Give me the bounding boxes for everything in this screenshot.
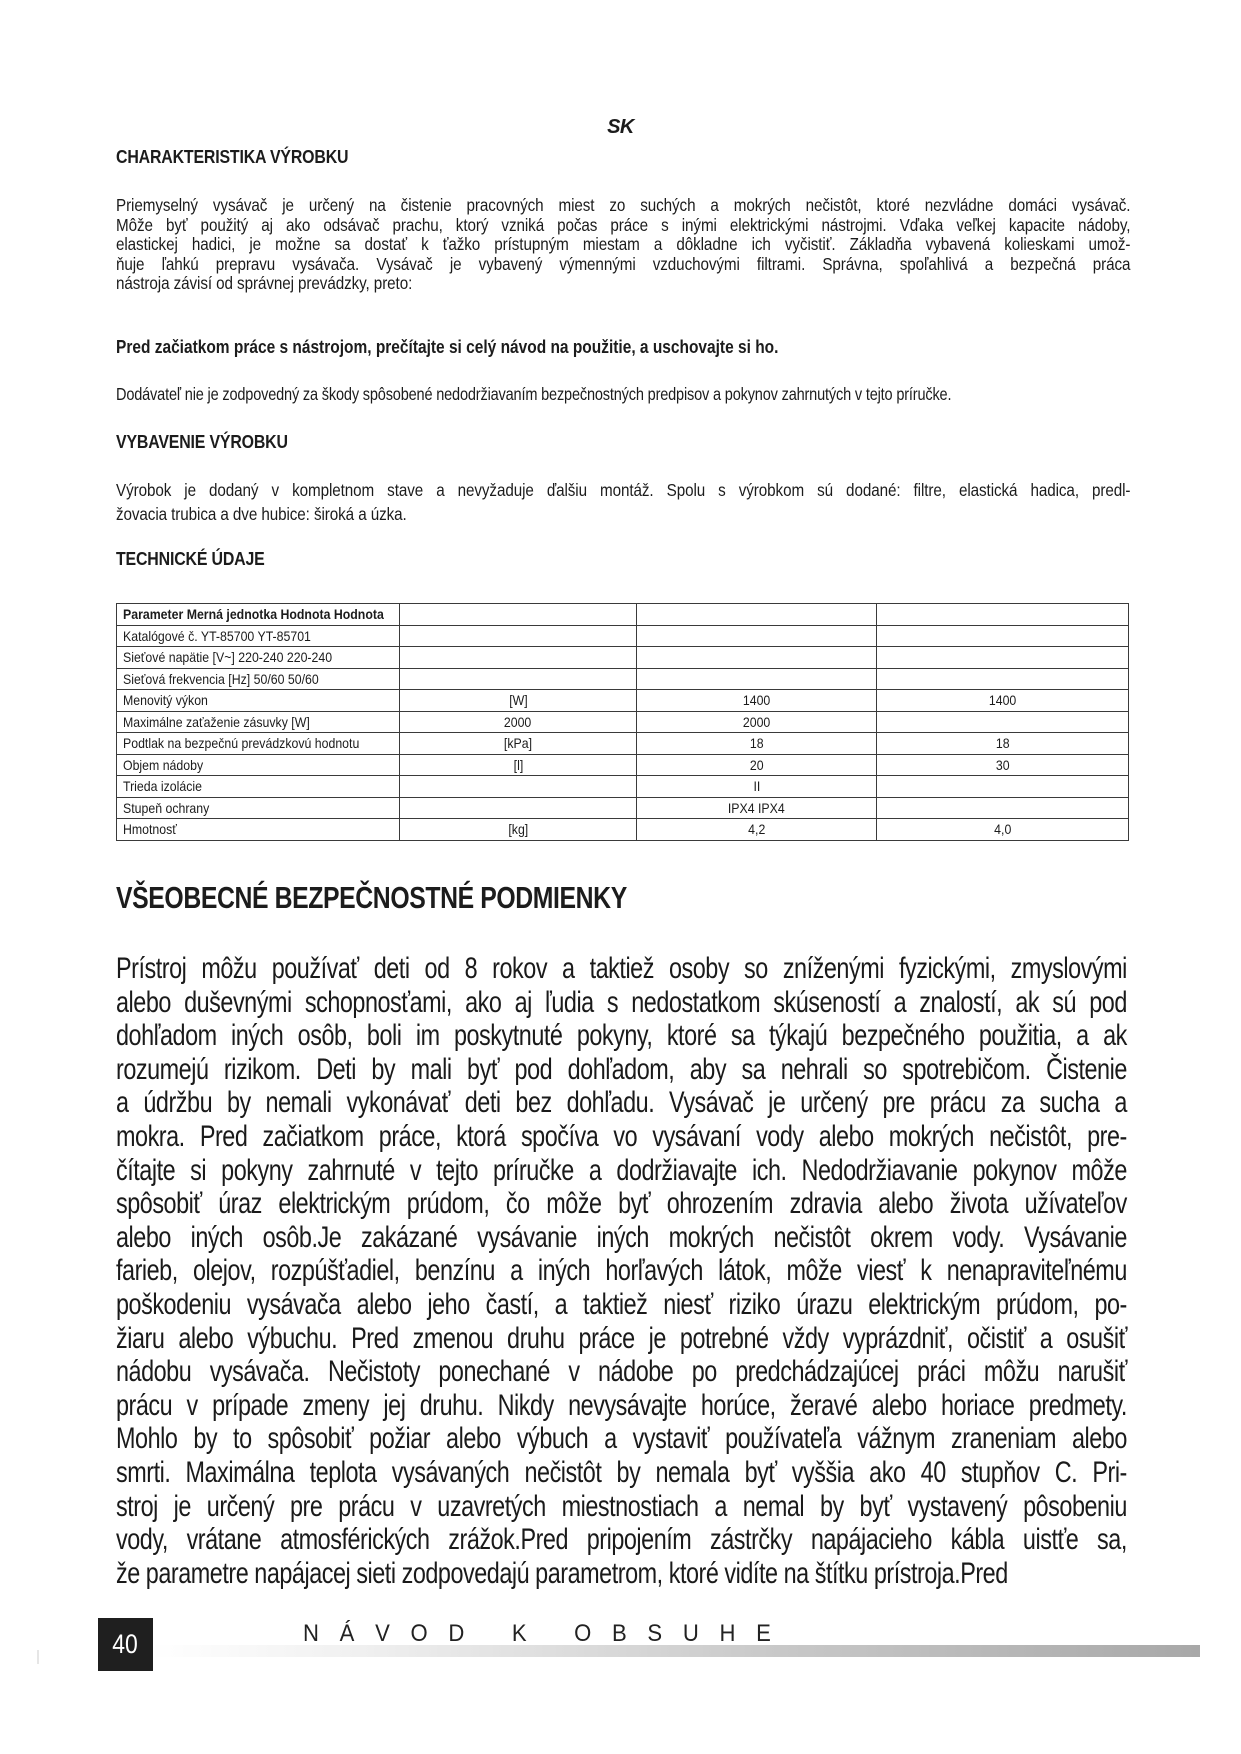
table-cell-param	[117, 776, 400, 798]
table-cell-param	[117, 690, 400, 712]
table-cell-unit	[400, 711, 637, 733]
page-number: 40	[112, 1629, 139, 1659]
cell-text: Hmotnosť	[123, 821, 177, 838]
paragraph-line: farieb, olejov, rozpúšťadiel, benzínu a iných horľavých látok, môže viesť k nenapraviteľnému	[116, 1254, 1127, 1288]
cell-text: Maximálne zaťaženie zásuvky [W]	[123, 713, 310, 730]
cell-text: 4,0	[993, 821, 1012, 838]
table-cell-unit	[400, 776, 637, 798]
table-row	[117, 733, 1129, 755]
cell-text: Katalógové č. YT-85700 YT-85701	[123, 627, 311, 644]
table-cell-param	[117, 711, 400, 733]
table-cell-unit	[400, 625, 637, 647]
table-row	[117, 668, 1129, 690]
technical-specs-table	[116, 603, 1129, 841]
paragraph-line: smrti. Maximálna teplota vysávaných nečistôt by nemala byť vyššia ako 40 stupňov C. Pri-	[116, 1455, 1127, 1489]
table-row	[117, 625, 1129, 647]
table-cell-unit	[400, 733, 637, 755]
table-cell-param	[117, 819, 400, 841]
footer-title: NÁVOD K OBSUHE	[303, 1620, 792, 1647]
section-title-characteristics: CHARAKTERISTIKA VÝROBKU	[116, 146, 349, 167]
cell-text: 18	[995, 735, 1010, 752]
section-title-equipment: VYBAVENIE VÝROBKU	[116, 431, 288, 452]
cell-text: Sieťové napätie [V~] 220-240 220-240	[123, 649, 333, 666]
safety-paragraph	[116, 952, 1127, 1590]
paragraph-line: dohľadom iných osôb, boli im poskytnuté pokyny, ktoré sa týkajú bezpečného použitia, a ak	[116, 1019, 1127, 1053]
cell-text: 1400	[742, 692, 771, 709]
table-cell-param	[117, 668, 400, 690]
disclaimer-text: Dodávateľ nie je zodpovedný za škody spôsobené nedodržiavaním bezpečnostných predpisov a pokynov zahrnutých v tejto príručke.	[116, 384, 952, 404]
cell-text: Podtlak na bezpečnú prevádzkovú hodnotu	[123, 735, 360, 752]
cell-text: [W]	[508, 692, 528, 709]
table-header-row	[117, 604, 1129, 626]
cell-text: IPX4 IPX4	[728, 799, 785, 816]
paragraph-line: poškodeniu vysávača alebo jeho častí, a taktiež niesť riziko úrazu elektrickým prúdom, po-	[116, 1287, 1127, 1321]
table-cell-v2	[877, 690, 1129, 712]
cell-text: 2000	[504, 713, 532, 730]
section-title-safety: VŠEOBECNÉ BEZPEČNOSTNÉ PODMIENKY	[116, 880, 627, 915]
cell-text: 4,2	[747, 821, 766, 838]
cell-text: 18	[749, 735, 764, 752]
table-cell-v1	[637, 819, 877, 841]
cell-text: Menovitý výkon	[123, 692, 208, 709]
equipment-paragraph	[116, 478, 1130, 525]
cell-text: [kPa]	[503, 735, 533, 752]
table-cell-v1	[637, 625, 877, 647]
table-cell-v1	[637, 690, 877, 712]
table-cell-v2	[877, 754, 1129, 776]
table-cell-unit	[400, 690, 637, 712]
table-cell-v2	[877, 711, 1129, 733]
cell-text: 30	[995, 756, 1010, 773]
table-cell-v1	[637, 797, 877, 819]
table-cell-v2	[877, 625, 1129, 647]
table-row	[117, 647, 1129, 669]
paragraph-line: Prístroj môžu používať deti od 8 rokov a taktiež osoby so zníženými fyzickými, zmyslovými	[116, 952, 1127, 985]
table-cell-v2	[877, 668, 1129, 690]
paragraph-line: žovacia trubica a dve hubice: široká a úzka.	[116, 504, 407, 524]
table-cell-v1	[637, 776, 877, 798]
cell-text: Stupeň ochrany	[123, 799, 210, 816]
table-cell-v1	[637, 733, 877, 755]
table-cell-v2	[877, 819, 1129, 841]
paragraph-line: mokra. Pred začiatkom práce, ktorá spočíva vo vysávaní vody alebo mokrých nečistôt, pre-	[116, 1119, 1127, 1153]
paragraph-line: stroj je určený pre prácu v uzavretých miestnostiach a nemal by byť vystavený pôsobeniu	[116, 1489, 1127, 1523]
section-title-technical: TECHNICKÉ ÚDAJE	[116, 548, 265, 569]
cell-text: Parameter Merná jednotka Hodnota Hodnota	[123, 606, 384, 623]
table-cell-param	[117, 797, 400, 819]
warning-read-manual: Pred začiatkom práce s nástrojom, prečítajte si celý návod na použitie, a uschovajte si ho.	[116, 337, 779, 357]
paragraph-line: elastickej hadici, je možne sa dostať k ťažko prístupným miestam a dôkladne ich vyčistiť. Základňa vybavená kolieskami umož-	[116, 234, 1131, 254]
cell-text: Objem nádoby	[123, 756, 204, 773]
paragraph-line: spôsobiť úraz elektrickým prúdom, čo môže byť ohrozením zdravia alebo života užívateľov	[116, 1187, 1127, 1221]
table-cell-v1	[637, 604, 877, 626]
table-cell-unit	[400, 797, 637, 819]
table-cell-v2	[877, 604, 1129, 626]
cell-text: [kg]	[508, 821, 528, 838]
cell-text: Sieťová frekvencia [Hz] 50/60 50/60	[123, 670, 319, 687]
paragraph-line: ňuje ľahkú prepravu vysávača. Vysávač je vybavený výmennými vzduchovými filtrami. Správna, spoľahlivá a bezpečná práca	[116, 253, 1131, 274]
table-cell-v2	[877, 733, 1129, 755]
cell-text: Trieda izolácie	[123, 778, 202, 795]
paragraph-line: rozumejú rizikom. Deti by mali byť pod dohľadom, aby sa nehrali so spotrebičom. Čistenie	[116, 1052, 1127, 1086]
table-cell-v2	[877, 797, 1129, 819]
table-row	[117, 776, 1129, 798]
table-cell-v1	[637, 754, 877, 776]
table-row	[117, 711, 1129, 733]
paragraph-line: že parametre napájacej sieti zodpovedajú parametrom, ktoré vidíte na štítku prístroja.Pred	[116, 1556, 1008, 1590]
characteristics-paragraph	[116, 196, 1130, 294]
table-cell-param	[117, 625, 400, 647]
paragraph-line: nástroja závisí od správnej prevádzky, preto:	[116, 273, 413, 293]
paragraph-line: žiaru alebo výbuchu. Pred zmenou druhu práce je potrebné vždy vyprázdniť, očistiť a osušiť	[116, 1321, 1127, 1355]
paragraph-line: prácu v prípade zmeny jej druhu. Nikdy nevysávajte horúce, žeravé alebo horiace predmety.	[116, 1388, 1127, 1422]
table-row	[117, 690, 1129, 712]
paragraph-line: vody, vrátane atmosférických zrážok.Pred pripojením zástrčky napájacieho kábla uistťe sa,	[116, 1523, 1127, 1557]
table-cell-v2	[877, 776, 1129, 798]
paragraph-line: Môže byť použitý aj ako odsávač prachu, ktorý vzniká počas práce s inými elektrickými nástrojmi. Vďaka veľkej kapacite nádoby,	[116, 214, 1131, 235]
table-cell-v1	[637, 711, 877, 733]
table-row	[117, 819, 1129, 841]
table-cell-v2	[877, 647, 1129, 669]
table-row	[117, 797, 1129, 819]
paragraph-line: čítajte si pokyny zahrnuté v tejto príručke a dodržiavajte ich. Nedodržiavanie pokynov môže	[116, 1153, 1127, 1187]
table-cell-param	[117, 604, 400, 626]
table-cell-param	[117, 733, 400, 755]
language-code: SK	[607, 116, 634, 138]
table-cell-param	[117, 647, 400, 669]
table-cell-unit	[400, 754, 637, 776]
table-cell-unit	[400, 668, 637, 690]
footer-mark	[37, 1650, 39, 1664]
table-cell-v1	[637, 668, 877, 690]
table-row	[117, 754, 1129, 776]
paragraph-line: a údržbu by nemali vykonávať deti bez dohľadu. Vysávač je určený pre prácu za sucha a	[116, 1086, 1127, 1120]
cell-text: 1400	[988, 692, 1017, 709]
page-number-box	[98, 1618, 153, 1671]
table-cell-v1	[637, 647, 877, 669]
table-cell-unit	[400, 604, 637, 626]
cell-text: [l]	[513, 756, 523, 773]
paragraph-line: nádobu vysávača. Nečistoty ponechané v nádobe po predchádzajúcej práci môžu narušiť	[116, 1355, 1127, 1389]
cell-text: 2000	[742, 713, 771, 730]
table-cell-param	[117, 754, 400, 776]
paragraph-line: alebo iných osôb.Je zakázané vysávanie iných mokrých nečistôt okrem vody. Vysávanie	[116, 1220, 1127, 1254]
table-cell-unit	[400, 819, 637, 841]
paragraph-line: Priemyselný vysávač je určený na čistenie pracovných miest zo suchých a mokrých nečistôt, ktoré nezvládne domáci vysávač.	[116, 195, 1131, 215]
paragraph-line: Mohlo by to spôsobiť požiar alebo výbuch a vystaviť používateľa vážnym zraneniam alebo	[116, 1422, 1127, 1456]
table-cell-unit	[400, 647, 637, 669]
paragraph-line: alebo duševnými schopnosťami, ako aj ľudia s nedostatkom skúseností a znalostí, ak sú pod	[116, 985, 1127, 1019]
cell-text: 20	[749, 756, 764, 773]
paragraph-line: Výrobok je dodaný v kompletnom stave a nevyžaduje ďalšiu montáž. Spolu s výrobkom sú dodané: filtre, elastická hadica, predl-	[116, 480, 1131, 500]
cell-text: II	[753, 778, 760, 795]
